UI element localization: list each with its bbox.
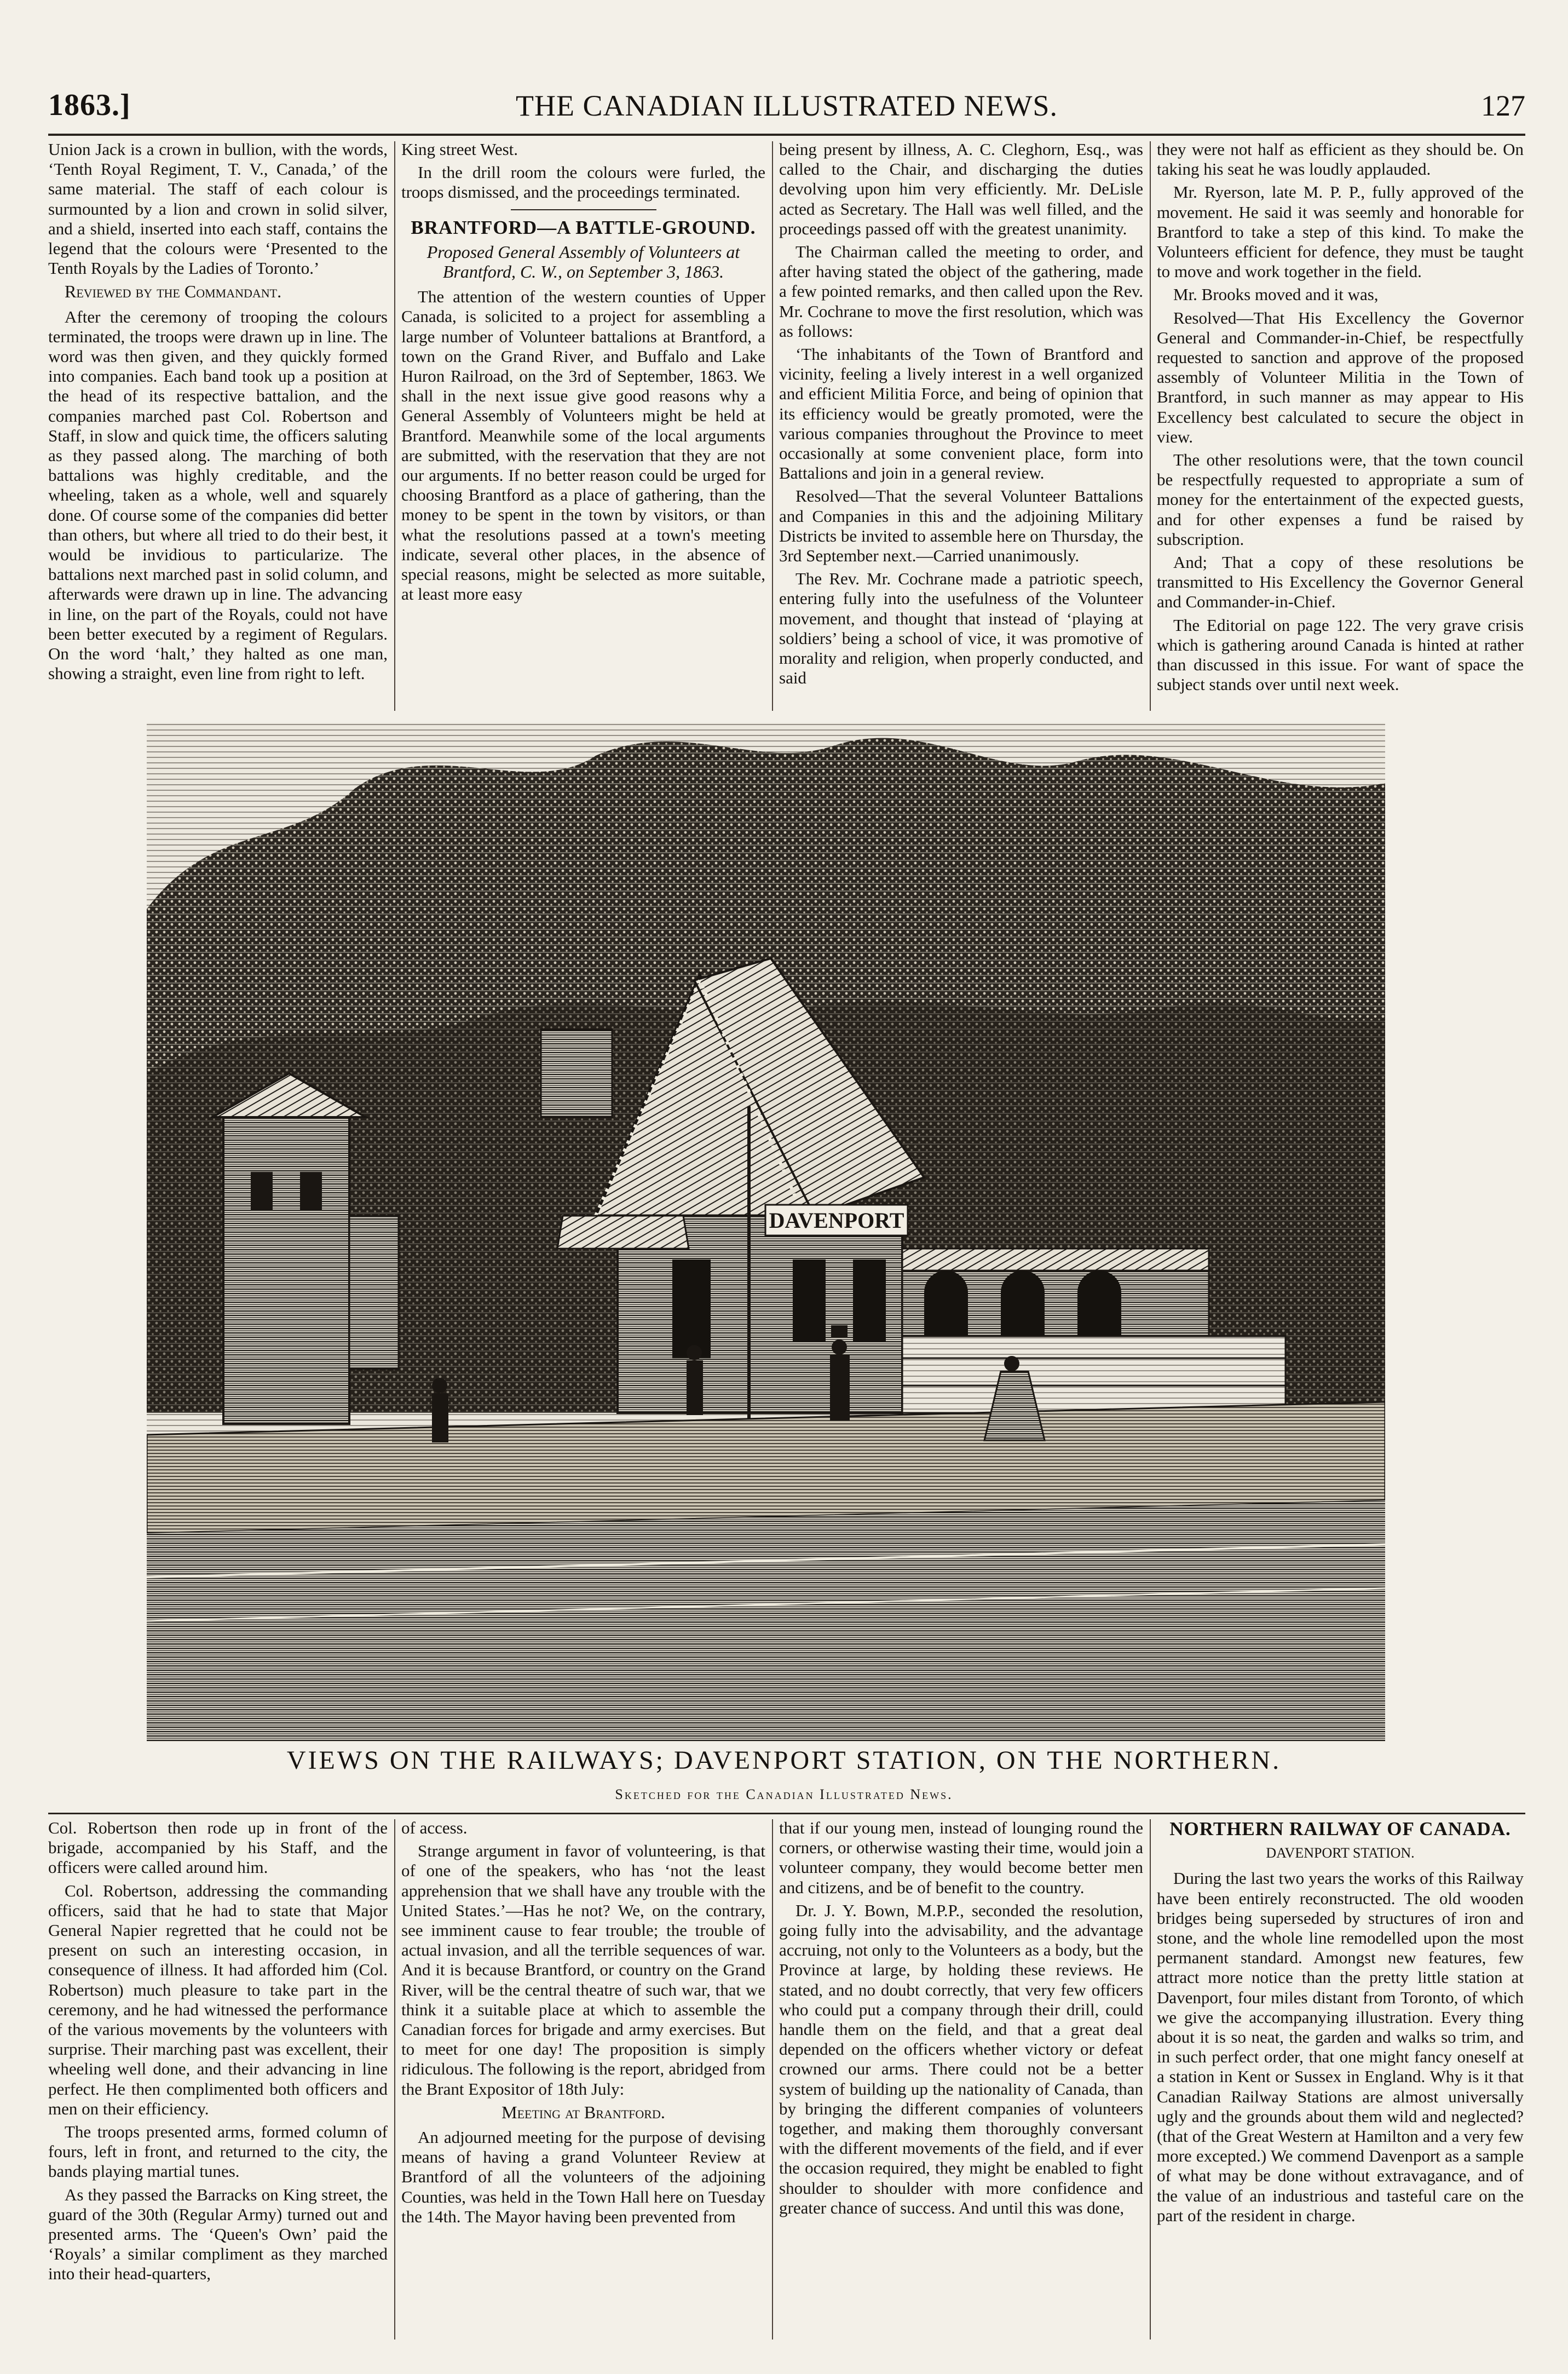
bottom-column-3 — [779, 1818, 1143, 2344]
article-paragraph: of access. — [401, 1818, 468, 1837]
top-column-1 — [48, 140, 388, 715]
column-rule — [772, 1819, 773, 2339]
article-paragraph: that if our young men, instead of lounging round the corners, or otherwise wasting their time, would join a volunteer company, they would become better men and citizens, and be of benefit to the country. — [779, 1818, 1143, 1897]
article-paragraph: The attention of the western counties of Upper Canada, is solicited to a project for assembling a large number of Volunteer battalions at Brantford, a town on the Grand River, and Buffalo and Lake Huron Railroad, on the 3rd of September, 1863. We shall in the next issue give good reasons why a General Assembly of Volunteers might be held at Brantford. Meanwhile some of the local arguments are submitted, with the reservation that they are not our arguments. If no better reason could be urged for choosing Brantford as a place of gathering, than the money to be spent in the town by visitors, or than what the resolutions passed at a town's meeting indicate, several other places, in the absence of special reasons, might be selected as more suitable, at least more easy — [401, 287, 765, 604]
article-paragraph: The troops presented arms, formed column of fours, left in front, and returned to the city, the bands playing martial tunes. — [48, 2122, 388, 2181]
issue-year: 1863.] — [48, 88, 131, 122]
article-paragraph: After the ceremony of trooping the colours terminated, the troops were drawn up in line. The word was then given, and they quickly formed into companies. Each band took up a position at the head of its respective battalion, and the companies marched past Col. Robertson and Staff, in slow and quick time, the officers saluting as they passed along. The marching of both battalions was highly creditable, and the wheeling, taken as a whole, well and squarely done. Of course some of the companies did better than others, but where all tried to do their best, it would be invidious to particularize. The battalions next marched past in solid column, and afterwards were drawn up in line. The advancing in line, on the part of the Royals, could not have been better executed by a regiment of Regulars. On the word ‘halt,’ they halted as one man, showing a straight, even line from right to left. — [48, 307, 388, 683]
section-subhead: Meeting at Brantford. — [501, 2102, 665, 2122]
article-paragraph: The Editorial on page 122. The very grave crisis which is gathering around Canada is hinted at rather than discussed in this issue. For want of space the subject stands over until next week. — [1157, 615, 1524, 694]
article-heading: NORTHERN RAILWAY OF CANADA. — [1169, 1818, 1511, 1840]
article-subheading: Proposed General Assembly of Volunteers at Brantford, C. W., on September 3, 1863. — [426, 242, 740, 282]
article-paragraph: In the drill room the colours were furled, the troops dismissed, and the proceedings terminated. — [401, 163, 765, 202]
station-sign: DAVENPORT — [769, 1208, 904, 1233]
fence — [902, 1336, 1285, 1413]
article-paragraph: The Rev. Mr. Cochrane made a patriotic speech, entering fully into the usefulness of the Volunteer movement, and thought that instead of ‘playing at soldiers’ being a school of vice, it was promotive of morality and religion, when properly conducted, and said — [779, 569, 1143, 688]
article-paragraph: The Chairman called the meeting to order, and after having stated the object of the gathering, made a few pointed remarks, and then called upon the Rev. Mr. Cochrane to move the first resolution, which was as follows: — [779, 242, 1143, 341]
masthead-rule — [48, 134, 1525, 136]
figure-man-center — [687, 1345, 703, 1415]
article-paragraph: Dr. J. Y. Bown, M.P.P., seconded the resolution, going fully into the advisability, and the advantage accruing, not only to the Volunteers as a body, but the Province at large, by holding these reviews. He stated, and no doubt correctly, that very few officers who could put a company through their drill, could handle them on the field, and that a great deal depended on the officers whether victory or defeat crowned our arms. There could not be a better system of building up the nationality of Canada, than by bringing the different companies of volunteers together, and making them thoroughly conversant with the different movements of the field, and if ever the occasion required, they might be enabled to fight shoulder to shoulder with more confidence and greater chance of success. And until this was done, — [779, 1900, 1143, 2217]
article-paragraph: Col. Robertson then rode up in front of the brigade, accompanied by his Staff, and the officers were called around him. — [48, 1818, 388, 1877]
article-paragraph: During the last two years the works of this Railway have been entirely reconstructed. The old wooden bridges being superseded by structures of iron and stone, and the whole line remodelled upon the most permanent standard. Amongst new features, few attract more notice than the pretty little station at Davenport, four miles distant from Toronto, of which we give the accompanying illustration. Every thing about it is so neat, the garden and walks so trim, and in such perfect order, that one might fancy oneself at a station in Kent or Sussex in England. Why is it that Canadian Railway Stations are almost universally ugly and the grounds about them wild and neglected? (that of the Great Western at Hamilton and a very few more excepted.) We commend Davenport as a sample of what may be done without extravagance, and of the value of an industrious and tasteful care on the part of the resident in charge. — [1157, 1869, 1524, 2225]
bottom-column-2 — [401, 1818, 765, 2344]
article-paragraph: being present by illness, A. C. Cleghorn, Esq., was called to the Chair, and discharging the duties devolving upon him very efficiently. Mr. DeLisle acted as Secretary. The Hall was well filled, and the proceedings passed off with the greatest unanimity. — [779, 140, 1143, 238]
article-paragraph: Resolved—That the several Volunteer Battalions and Companies in this and the adjoining Military Districts be invited to assemble here on Thursday, the 3rd September next.—Carried unanimously. — [779, 486, 1143, 566]
article-paragraph: ‘The inhabitants of the Town of Brantford and vicinity, feeling a lively interest in a well organized and efficient Militia Force, and being of opinion that its efficiency would be greatly promoted, were the various companies throughout the Province to meet occasionally at some convenient place, form into Battalions and join in a general review. — [779, 344, 1143, 483]
column-rule — [394, 1819, 395, 2339]
article-paragraph: Union Jack is a crown in bullion, with the words, ‘Tenth Royal Regiment, T. V., Canada,’ of the same material. The staff of each colour is surmounted by a lion and crown in solid silver, and a shield, inserted into each staff, contains the legend that the colours were ‘Presented to the Tenth Royals by the Ladies of Toronto.’ — [48, 140, 388, 278]
top-column-2 — [401, 140, 765, 715]
article-paragraph: And; That a copy of these resolutions be transmitted to His Excellency the Governor General and Commander-in-Chief. — [1157, 553, 1524, 612]
section-separator — [511, 209, 656, 210]
illustration-credit: Sketched for the Canadian Illustrated News. — [615, 1786, 953, 1802]
platform — [147, 1402, 1385, 1741]
section-subhead: Reviewed by the Commandant. — [65, 281, 282, 302]
article-paragraph: Strange argument in favor of volunteering, is that of one of the speakers, who has ‘not the least apprehension that we shall have any trouble with the United States.’—Has he not? We, on the contrary, see imminent cause to fear trouble; the trouble of actual invasion, and all the terrible sequences of war. And it is because Brantford, or country on the Grand River, will be the central theatre of such war, that we think it a suitable place at which to assemble the Canadian forces for brigade and army exercises. But to meet for one day! The proposition is simply ridiculous. The following is the report, abridged from the Brant Expositor of 18th July: — [401, 1841, 765, 2099]
article-paragraph: Mr. Brooks moved and it was, — [1173, 285, 1379, 304]
article-paragraph: King street West. — [401, 140, 518, 159]
article-heading: BRANTFORD—A BATTLE-GROUND. — [411, 216, 756, 238]
section-rule — [48, 1813, 1525, 1814]
column-rule — [1150, 141, 1151, 711]
bottom-column-1 — [48, 1818, 388, 2344]
top-column-4 — [1157, 140, 1524, 715]
article-paragraph: Mr. Ryerson, late M. P. P., fully approved of the movement. He said it was seemly and honorable for Brantford to take a step of this kind. To make the Volunteers efficient for defence, they must be taught to move and work together in the field. — [1157, 182, 1524, 281]
article-paragraph: The other resolutions were, that the town council be respectfully requested to appropriate a sum of money for the entertainment of the expected guests, and for other expenses a fund be raised by subscription. — [1157, 450, 1524, 549]
illustration-caption: VIEWS ON THE RAILWAYS; DAVENPORT STATION, ON THE NORTHERN. — [286, 1746, 1282, 1775]
column-rule — [394, 141, 395, 711]
article-paragraph: Col. Robertson, addressing the commanding officers, said that he had to state that Major General Napier regretted that he could not be present on such an interesting occasion, in consequence of illness. It had afforded him (Col. Robertson) much pleasure to take part in the ceremony, and he had witnessed the performance of the various movements by the volunteers with surprise. Their marching past was excellent, their wheeling well done, and their advancing in line perfect. He then complimented both officers and men on their efficiency. — [48, 1881, 388, 2118]
top-column-3 — [779, 140, 1143, 715]
water-tower — [212, 1073, 366, 1424]
article-paragraph: An adjourned meeting for the purpose of devising means of having a grand Volunteer Review at Brantford of all the volunteers of the adjoining Counties, was held in the Town Hall here on Tuesday the 14th. The Mayor having been prevented from — [401, 2128, 765, 2226]
bottom-column-4 — [1157, 1818, 1524, 2344]
newspaper-title: THE CANADIAN ILLUSTRATED NEWS. — [516, 89, 1058, 122]
column-rule — [772, 141, 773, 711]
article-paragraph: they were not half as efficient as they should be. On taking his seat he was loudly applauded. — [1157, 140, 1524, 179]
article-paragraph: Resolved—That His Excellency the Governor General and Commander-in-Chief, be respectfully requested to sanction and approve of the proposed assembly of Volunteer Militia in the Town of Brantford, in such manner as may appear to His Excellency best calculated to secure the object in view. — [1157, 308, 1524, 446]
article-subheading: DAVENPORT STATION. — [1266, 1845, 1415, 1861]
column-rule — [1150, 1819, 1151, 2339]
chimney — [349, 1216, 399, 1369]
figure-man-left — [432, 1378, 448, 1442]
davenport-station-engraving — [147, 723, 1385, 1741]
article-paragraph: As they passed the Barracks on King street, the guard of the 30th (Regular Army) turned out and presented arms. The ‘Queen's Own’ paid the ‘Royals’ a similar compliment as they marched into their head-quarters, — [48, 2185, 388, 2284]
page-number: 127 — [1481, 89, 1525, 122]
